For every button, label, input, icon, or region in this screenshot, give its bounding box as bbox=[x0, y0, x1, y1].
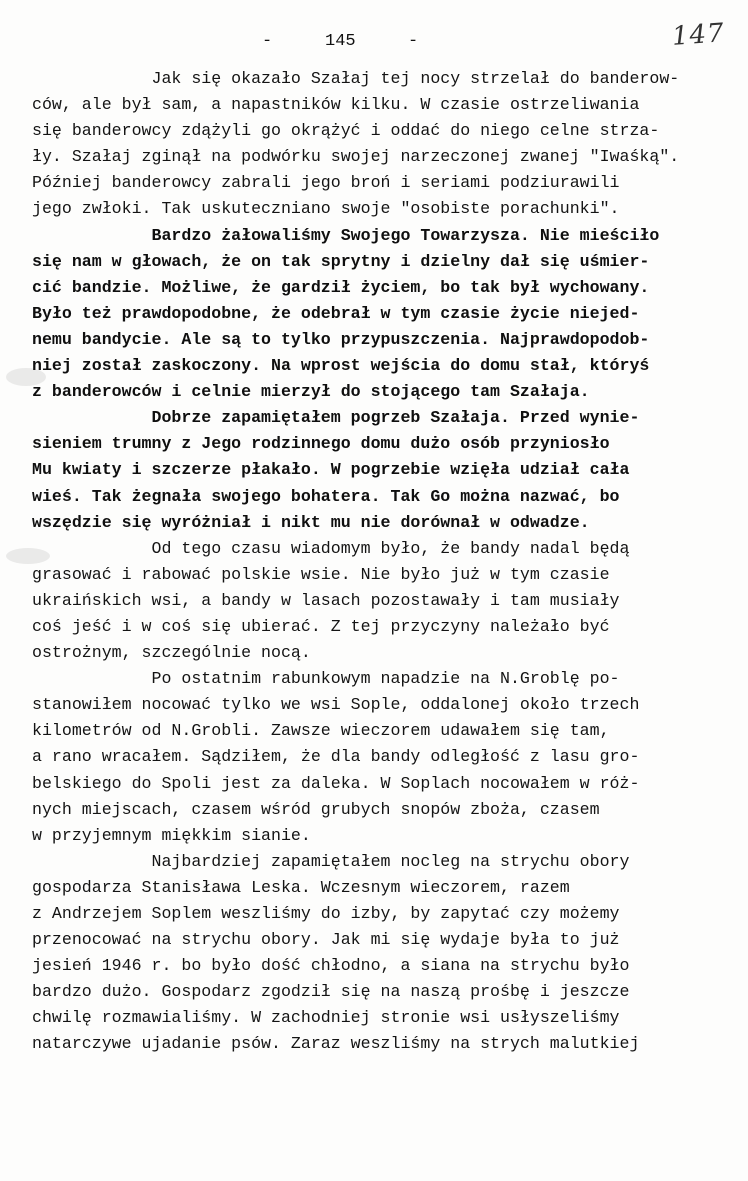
text-line: coś jeść i w coś się ubierać. Z tej przyczyny należało być bbox=[32, 616, 610, 636]
text-line: gospodarza Stanisława Leska. Wczesnym wieczorem, razem bbox=[32, 877, 570, 897]
header-dash-right: - bbox=[408, 32, 419, 51]
text-line: ły. Szałaj zginął na podwórku swojej narzeczonej zwanej "Iwaśką". bbox=[32, 147, 680, 167]
text-line: nemu bandycie. Ale są to tylko przypuszczenia. Najprawdopodob- bbox=[32, 329, 650, 349]
text-line: wieś. Tak żegnała swojego bohatera. Tak Go można nazwać, bo bbox=[32, 486, 620, 506]
text-line: ukraińskich wsi, a bandy w lasach pozostawały i tam musiały bbox=[32, 590, 620, 610]
text-line: nych miejscach, czasem wśród grubych snopów zboża, czasem bbox=[32, 799, 600, 819]
text-line: a rano wracałem. Sądziłem, że dla bandy odległość z lasu gro- bbox=[32, 747, 640, 767]
text-line: bardzo dużo. Gospodarz zgodził się na naszą prośbę i jeszcze bbox=[32, 982, 630, 1002]
text-line: przenocować na strychu obory. Jak mi się wydaje była to już bbox=[32, 930, 620, 950]
document-body bbox=[32, 66, 732, 1058]
text-line: Po ostatnim rabunkowym napadzie na N.Groblę po- bbox=[32, 669, 620, 689]
text-line: kilometrów od N.Grobli. Zawsze wieczorem udawałem się tam, bbox=[32, 721, 610, 741]
text-line: sieniem trumny z Jego rodzinnego domu dużo osób przyniosło bbox=[32, 434, 610, 454]
text-line: grasować i rabować polskie wsie. Nie było już w tym czasie bbox=[32, 564, 610, 584]
text-line: się nam w głowach, że on tak sprytny i dzielny dał się uśmier- bbox=[32, 251, 650, 271]
text-line: się banderowcy zdążyli go okrążyć i oddać do niego celne strza- bbox=[32, 121, 660, 141]
text-line: w przyjemnym miękkim sianie. bbox=[32, 825, 311, 845]
page-number: 145 bbox=[325, 32, 356, 51]
text-line: ców, ale był sam, a napastników kilku. W czasie ostrzeliwania bbox=[32, 95, 640, 115]
text-line: natarczywe ujadanie psów. Zaraz weszliśmy na strych malutkiej bbox=[32, 1034, 640, 1054]
text-line: Było też prawdopodobne, że odebrał w tym czasie życie niejed- bbox=[32, 303, 640, 323]
text-line: Później banderowcy zabrali jego broń i seriami podziurawili bbox=[32, 173, 620, 193]
text-line: Bardzo żałowaliśmy Swojego Towarzysza. Nie mieściło bbox=[32, 225, 660, 245]
text-line: niej został zaskoczony. Na wprost wejścia do domu stał, któryś bbox=[32, 356, 650, 376]
text-line: cić bandzie. Możliwe, że gardził życiem, bo tak był wychowany. bbox=[32, 277, 650, 297]
page-header bbox=[0, 26, 748, 56]
header-dash-left: - bbox=[262, 32, 273, 51]
text-line: Jak się okazało Szałaj tej nocy strzelał do banderow- bbox=[32, 69, 680, 88]
text-line: jego zwłoki. Tak uskuteczniano swoje "osobiste porachunki". bbox=[32, 199, 620, 219]
text-line: Najbardziej zapamiętałem nocleg na strychu obory bbox=[32, 851, 630, 871]
text-line: wszędzie się wyróżniał i nikt mu nie dorównał w odwadze. bbox=[32, 512, 590, 532]
text-line: jesień 1946 r. bo było dość chłodno, a siana na strychu było bbox=[32, 956, 630, 976]
handwritten-page-number: 147 bbox=[671, 18, 726, 52]
text-line: Mu kwiaty i szczerze płakało. W pogrzebie wzięła udział cała bbox=[32, 460, 630, 480]
text-line: ostrożnym, szczególnie nocą. bbox=[32, 643, 311, 663]
text-line: chwilę rozmawialiśmy. W zachodniej stronie wsi usłyszeliśmy bbox=[32, 1008, 620, 1028]
text-line: belskiego do Spoli jest za daleka. W Soplach nocowałem w róż- bbox=[32, 773, 640, 793]
text-line: z Andrzejem Soplem weszliśmy do izby, by zapytać czy możemy bbox=[32, 904, 620, 923]
text-line: Od tego czasu wiadomym było, że bandy nadal będą bbox=[32, 538, 630, 558]
text-line: z banderowców i celnie mierzył do stojącego tam Szałaja. bbox=[32, 382, 590, 402]
text-line: stanowiłem nocować tylko we wsi Sople, oddalonej około trzech bbox=[32, 695, 640, 715]
text-line: Dobrze zapamiętałem pogrzeb Szałaja. Przed wynie- bbox=[32, 408, 640, 428]
